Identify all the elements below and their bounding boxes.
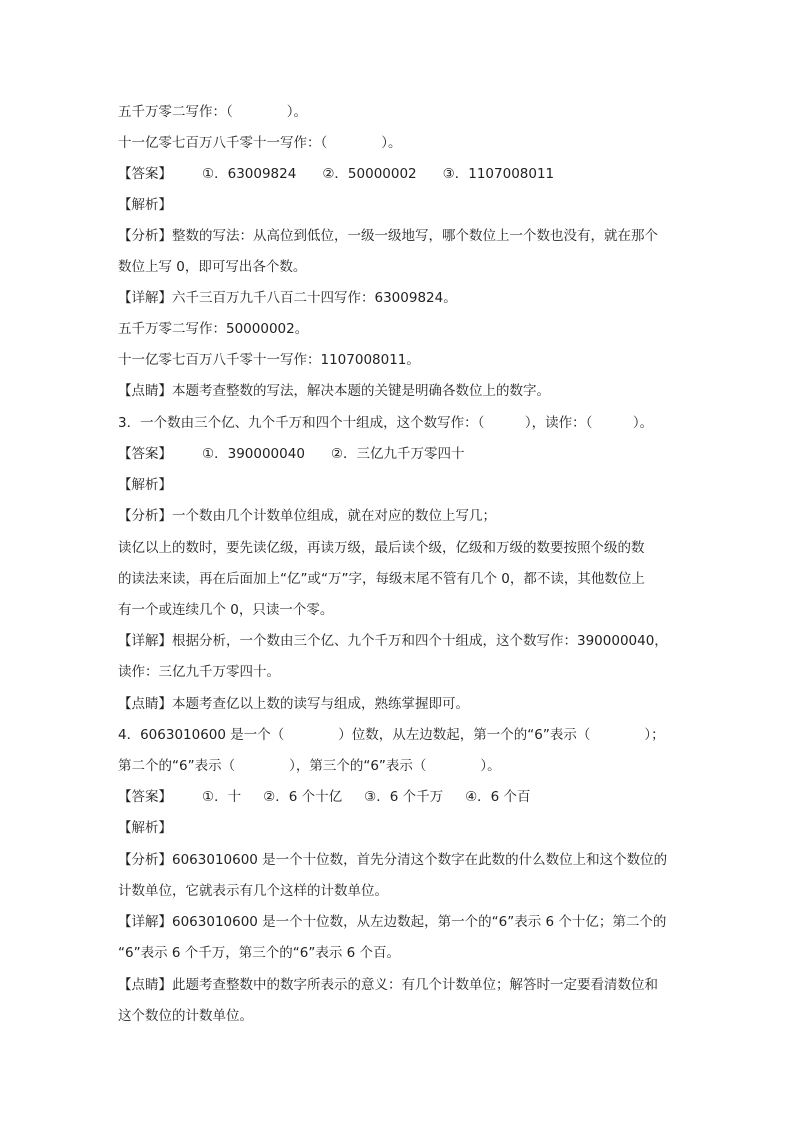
q4-xiangjie-line [118, 912, 678, 932]
q4-xiangjie-line-2: “6”表示 6 个千万，第三个的“6”表示 6 个百。 [118, 945, 400, 961]
fenxi-tag: 【分析】 [118, 852, 172, 868]
q4-dianjing-line-2: 这个数位的计数单位。 [118, 1008, 253, 1024]
q3-analysis-tag: 【解析】 [118, 477, 172, 493]
q2-line-c: 十一亿零七百万八千零十一写作：（ ）。 [118, 135, 402, 151]
answer-item: ②．6 个十亿 [263, 789, 343, 805]
q3-fenxi-line [118, 506, 678, 526]
answer-item: ③．1107008011 [442, 166, 555, 182]
q3-question: 3．一个数由三个亿、九个千万和四个十组成，这个数写作：（ ），读作：（ ）。 [118, 415, 654, 431]
answer-tag: 【答案】 [118, 789, 172, 805]
q2-fenxi-line [118, 226, 678, 246]
xiangjie-text: 根据分析，一个数由三个亿、九个千万和四个十组成，这个数写作：390000040， [172, 633, 668, 649]
q2-xiangjie-line [118, 288, 678, 308]
q2-line-b: 五千万零二写作：（ ）。 [118, 104, 307, 120]
dianjing-text: 本题考查亿以上数的读写与组成，熟练掌握即可。 [172, 696, 469, 712]
q3-xiangjie-line-2: 读作：三亿九千万零四十。 [118, 664, 280, 680]
q4-answer-row [118, 787, 678, 807]
q3-xiangjie-line [118, 631, 678, 651]
xiangjie-tag: 【详解】 [118, 290, 172, 306]
xiangjie-text: 6063010600 是一个十位数，从左边数起，第一个的“6”表示 6 个十亿；第二个的 [172, 914, 667, 930]
answer-item: ②．50000002 [322, 166, 417, 182]
fenxi-text: 一个数由几个计数单位组成，就在对应的数位上写几； [172, 508, 496, 524]
dianjing-tag: 【点睛】 [118, 696, 172, 712]
dianjing-tag: 【点睛】 [118, 977, 172, 993]
answer-item: ④．6 个百 [465, 789, 531, 805]
xiangjie-text: 六千三百万九千八百二十四写作：63009824。 [172, 290, 457, 306]
dianjing-tag: 【点睛】 [118, 383, 172, 399]
dianjing-text: 本题考查整数的写法，解决本题的关键是明确各数位上的数字。 [172, 383, 550, 399]
q3-fenxi-line-4: 有一个或连续几个 0，只读一个零。 [118, 602, 334, 618]
q2-dianjing-line [118, 381, 678, 401]
answer-item: ①．63009824 [202, 166, 297, 182]
fenxi-text: 整数的写法：从高位到低位，一级一级地写，哪个数位上一个数也没有，就在那个 [172, 228, 658, 244]
q3-fenxi-line-2: 读亿以上的数时，要先读亿级，再读万级，最后读个级，亿级和万级的数要按照个级的数 [118, 540, 645, 556]
q4-question-line-2: 第二个的“6”表示（ ），第三个的“6”表示（ ）。 [118, 758, 501, 774]
answer-item: ②．三亿九千万零四十 [330, 446, 465, 462]
q2-analysis-tag: 【解析】 [118, 197, 172, 213]
fenxi-text: 6063010600 是一个十位数，首先分清这个数字在此数的什么数位上和这个数位的 [172, 852, 668, 868]
q4-dianjing-line [118, 975, 678, 995]
xiangjie-tag: 【详解】 [118, 633, 172, 649]
q4-fenxi-line-2: 计数单位，它就表示有几个这样的计数单位。 [118, 883, 388, 899]
answer-tag: 【答案】 [118, 166, 172, 182]
q3-dianjing-line [118, 694, 678, 714]
answer-tag: 【答案】 [118, 446, 172, 462]
q2-answer-row [118, 164, 678, 184]
q3-answer-row [118, 444, 678, 464]
answer-item: ①．390000040 [202, 446, 305, 462]
q3-fenxi-line-3: 的读法来读，再在后面加上“亿”或“万”字，每级末尾不管有几个 0，都不读，其他数位上 [118, 571, 645, 587]
q4-analysis-tag: 【解析】 [118, 820, 172, 836]
fenxi-tag: 【分析】 [118, 508, 172, 524]
fenxi-tag: 【分析】 [118, 228, 172, 244]
q4-fenxi-line [118, 850, 678, 870]
answer-item: ①．十 [202, 789, 242, 805]
q2-fenxi-line-2: 数位上写 0，即可写出各个数。 [118, 259, 307, 275]
dianjing-text: 此题考查整数中的数字所表示的意义：有几个计数单位；解答时一定要看清数位和 [172, 977, 658, 993]
q2-xiangjie-line-2: 五千万零二写作：50000002。 [118, 321, 309, 337]
xiangjie-tag: 【详解】 [118, 914, 172, 930]
answer-item: ③．6 个千万 [364, 789, 444, 805]
q2-xiangjie-line-3: 十一亿零七百万八千零十一写作：1107008011。 [118, 352, 420, 368]
q4-question-line-1: 4．6063010600 是一个（ ）位数，从左边数起，第一个的“6”表示（ ）； [118, 727, 665, 743]
